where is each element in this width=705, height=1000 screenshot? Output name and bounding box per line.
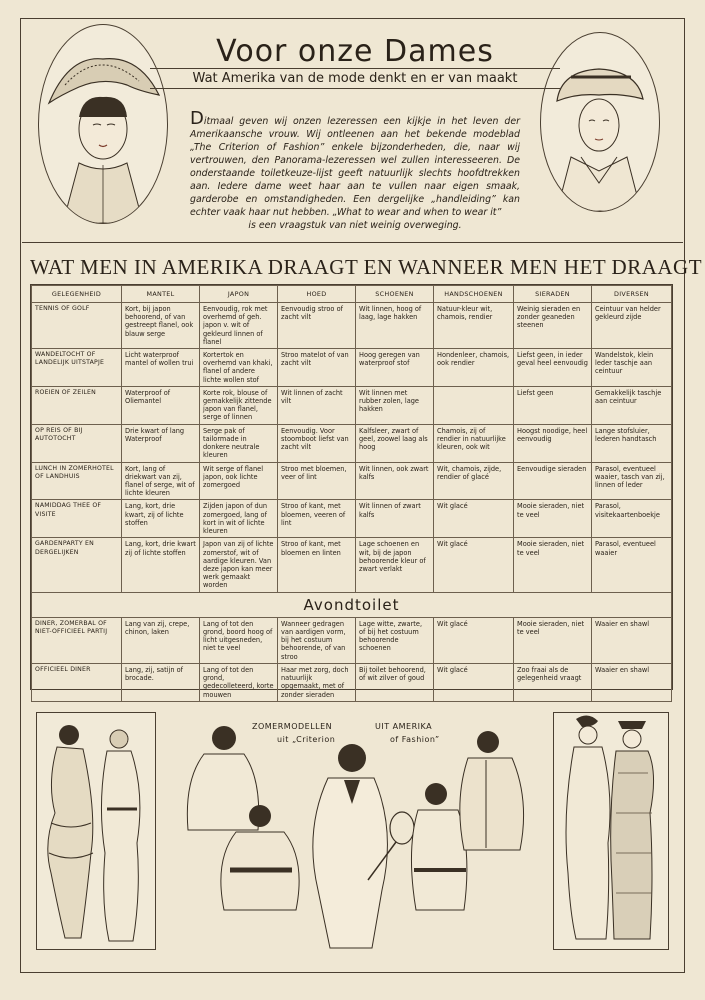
table-cell: Kortertok en overhemd van khaki, flanel of andere lichte wollen stof — [200, 349, 278, 387]
table-title: WAT MEN IN AMERIKA DRAAGT EN WANNEER MEN HET DRAAGT — [30, 255, 703, 279]
table-cell: OP REIS OF BIJ AUTOTOCHT — [32, 424, 122, 462]
table-cell: Mooie sieraden, niet te veel — [514, 538, 592, 592]
table-row — [32, 349, 672, 387]
table-cell: Liefst geen — [514, 386, 592, 424]
table-cell: Wit serge of flanel japon, ook lichte zomergoed — [200, 462, 278, 500]
table-row — [32, 386, 672, 424]
caption-line-1: ZOMERMODELLEN — [252, 722, 333, 731]
table-cell: OFFICIEEL DINER — [32, 663, 122, 701]
table-cell: Ceintuur van helder gekleurd zijde — [592, 303, 672, 349]
table-cell: Hondenleer, chamois, ook rendier — [434, 349, 514, 387]
table-cell: Lange stofsluier, lederen handtasch — [592, 424, 672, 462]
intro-last-line: is een vraagstuk van niet weinig overweging. — [248, 220, 462, 231]
table-cell: GARDENPARTY EN DERGELIJKEN — [32, 538, 122, 592]
drop-cap: D — [190, 108, 204, 129]
column-header: JAPON — [200, 286, 278, 303]
header-row — [32, 286, 672, 303]
table-row — [32, 538, 672, 592]
column-header: DIVERSEN — [592, 286, 672, 303]
page-title: Voor onze Dames — [216, 34, 494, 69]
table-row — [32, 303, 672, 349]
illustration-box-right — [553, 712, 669, 950]
table-cell: ROEIEN OF ZEILEN — [32, 386, 122, 424]
column-header: SCHOENEN — [356, 286, 434, 303]
table-cell: Wit linnen met rubber zolen, lage hakken — [356, 386, 434, 424]
table-cell: Lang of tot den grond, boord hoog of licht uitgesneden, niet te veel — [200, 617, 278, 663]
table-cell: Eenvoudig stroo of zacht vilt — [278, 303, 356, 349]
table-cell: Wit linnen of zwart kalfs — [356, 500, 434, 538]
table-cell: Wit linnen, hoog of laag, lage hakken — [356, 303, 434, 349]
table-cell: Natuur-kleur wit, chamois, rendier — [434, 303, 514, 349]
table-cell: Wit glacé — [434, 663, 514, 701]
table-cell: Hoogst noodige, heel eenvoudig — [514, 424, 592, 462]
table-cell: LUNCH IN ZOMERHOTEL OF LANDHUIS — [32, 462, 122, 500]
table-cell: Serge pak of tailormade in donkere neutrale kleuren — [200, 424, 278, 462]
table-cell: Waaier en shawl — [592, 617, 672, 663]
column-header: GELEGENHEID — [32, 286, 122, 303]
intro-paragraph — [190, 108, 520, 232]
table-cell: Bij toilet behoorend, of wit zilver of goud — [356, 663, 434, 701]
column-header: HANDSCHOENEN — [434, 286, 514, 303]
table-cell: Lang of tot den grond, gedecolleteerd, korte mouwen — [200, 663, 278, 701]
table-cell: Zoo fraai als de gelegenheid vraagt — [514, 663, 592, 701]
table-cell: Waterproof of Oliemantel — [122, 386, 200, 424]
table-cell: Lang van zij, crepe, chinon, laken — [122, 617, 200, 663]
table-cell: Zijden japon of dun zomergoed, lang of kort in wit of lichte kleuren — [200, 500, 278, 538]
table-cell: Wit linnen, ook zwart kalfs — [356, 462, 434, 500]
table-cell: Haar met zorg, doch natuurlijk opgemaakt, met of zonder sieraden — [278, 663, 356, 701]
table-row — [32, 462, 672, 500]
table-row — [32, 424, 672, 462]
table-cell: Wit glacé — [434, 617, 514, 663]
table-cell — [434, 386, 514, 424]
evening-title-row — [32, 592, 672, 617]
table-row — [32, 617, 672, 663]
table-cell: Lang, kort, drie kwart, zij of lichte stoffen — [122, 500, 200, 538]
table-cell: Stroo of kant, met bloemen, veeren of lint — [278, 500, 356, 538]
table-grid — [31, 285, 672, 702]
table-cell: Parasol, eventueel waaier, tasch van zij, linnen of leder — [592, 462, 672, 500]
caption-line-4: of Fashion” — [390, 735, 440, 744]
table-cell: Weinig sieraden en zonder geaneden steenen — [514, 303, 592, 349]
table-cell: Japon van zij of lichte zomerstof, wit of aardige kleuren. Van deze japon kan meer werk gemaakt worden — [200, 538, 278, 592]
table-cell: NAMIDDAG THEE OF VISITE — [32, 500, 122, 538]
column-header: MANTEL — [122, 286, 200, 303]
table-cell: Stroo matelot of van zacht vilt — [278, 349, 356, 387]
table-cell: TENNIS OF GOLF — [32, 303, 122, 349]
table-cell: Eenvoudig. Voor stoomboot liefst van zacht vilt — [278, 424, 356, 462]
table-cell: DINER, ZOMERBAL OF NIET-OFFICIEEL PARTIJ — [32, 617, 122, 663]
table-cell: Parasol, eventueel waaier — [592, 538, 672, 592]
fashion-table — [30, 284, 673, 699]
illustration-box-left — [36, 712, 156, 950]
table-cell: Licht waterproof mantel of wollen trui — [122, 349, 200, 387]
table-cell: Waaier en shawl — [592, 663, 672, 701]
table-cell: Mooie sieraden, niet te veel — [514, 617, 592, 663]
table-cell: WANDELTOCHT OF LANDELIJK UITSTAPJE — [32, 349, 122, 387]
table-cell: Stroo met bloemen, veer of lint — [278, 462, 356, 500]
table-cell: Gemakkelijk taschje aan ceintuur — [592, 386, 672, 424]
portrait-left — [38, 24, 168, 224]
intro-body: itmaal geven wij onzen lezeressen een kijkje in het leven der Amerikaansche vrouw. Wij ontleenen aan het bekende modeblad „The Criterion of Fashion” enkele bijzonderheden, die, naar wij vertrouwen, den Panorama-lezeressen wel zullen interesseeren. De onderstaande toiletkeuze-lijst geeft natuurlijk slechts hoofdtrekken aan. Iedere dame weet haar aan te vullen naar eigen smaak, garderobe en omstandigheden. Een dergelijke „handleiding” kan echter vaak haar nut hebben. „What to wear and when to wear it” — [190, 116, 520, 218]
center-fashion-illustration — [168, 720, 548, 955]
table-cell: Eenvoudige sieraden — [514, 462, 592, 500]
table-row — [32, 663, 672, 701]
table-cell: Kalfsleer, zwart of geel, zoowel laag als hoog — [356, 424, 434, 462]
caption-line-3: uit „Criterion — [277, 735, 336, 744]
column-header: SIERADEN — [514, 286, 592, 303]
table-cell: Wit glacé — [434, 538, 514, 592]
table-cell: Wandelstok, klein leder taschje aan ceintuur — [592, 349, 672, 387]
table-cell: Eenvoudig, rok met overhemd of geh. japon v. wit of gekleurd linnen of flanel — [200, 303, 278, 349]
table-cell: Mooie sieraden, niet te veel — [514, 500, 592, 538]
table-cell: Wanneer gedragen van aardigen vorm, bij het costuum behoorende, of van stroo — [278, 617, 356, 663]
table-cell: Parasol, visitekaartenboekje — [592, 500, 672, 538]
table-cell: Kort, lang of driekwart van zij, flanel of serge, wit of lichte kleuren — [122, 462, 200, 500]
page-subtitle: Wat Amerika van de mode denkt en er van maakt — [150, 68, 560, 89]
table-cell: Lang, zij, satijn of brocade. — [122, 663, 200, 701]
table-cell: Kort, bij japon behoorend, of van gestreept flanel, ook blauw serge — [122, 303, 200, 349]
caption-line-2: UIT AMERIKA — [375, 722, 433, 731]
table-cell: Wit, chamois, zijde, rendier of glacé — [434, 462, 514, 500]
table-cell: Chamois, zij of rendier in natuurlijke kleuren, ook wit — [434, 424, 514, 462]
table-cell: Hoog geregen van waterproof stof — [356, 349, 434, 387]
table-cell: Lage schoenen en wit, bij de japon behoorende kleur of zwart verlakt — [356, 538, 434, 592]
table-cell: Korte rok, blouse of gemakkelijk zittende japon van flanel, serge of linnen — [200, 386, 278, 424]
table-cell: Wit linnen of zacht vilt — [278, 386, 356, 424]
table-cell: Liefst geen, in ieder geval heel eenvoudig — [514, 349, 592, 387]
evening-title: Avondtoilet — [32, 592, 672, 617]
table-cell: Wit glacé — [434, 500, 514, 538]
table-cell: Lang, kort, drie kwart zij of lichte stoffen — [122, 538, 200, 592]
column-header: HOED — [278, 286, 356, 303]
table-cell: Lage witte, zwarte, of bij het costuum behoorende schoenen — [356, 617, 434, 663]
table-cell: Drie kwart of lang Waterproof — [122, 424, 200, 462]
table-cell: Stroo of kant, met bloemen en linten — [278, 538, 356, 592]
table-row — [32, 500, 672, 538]
